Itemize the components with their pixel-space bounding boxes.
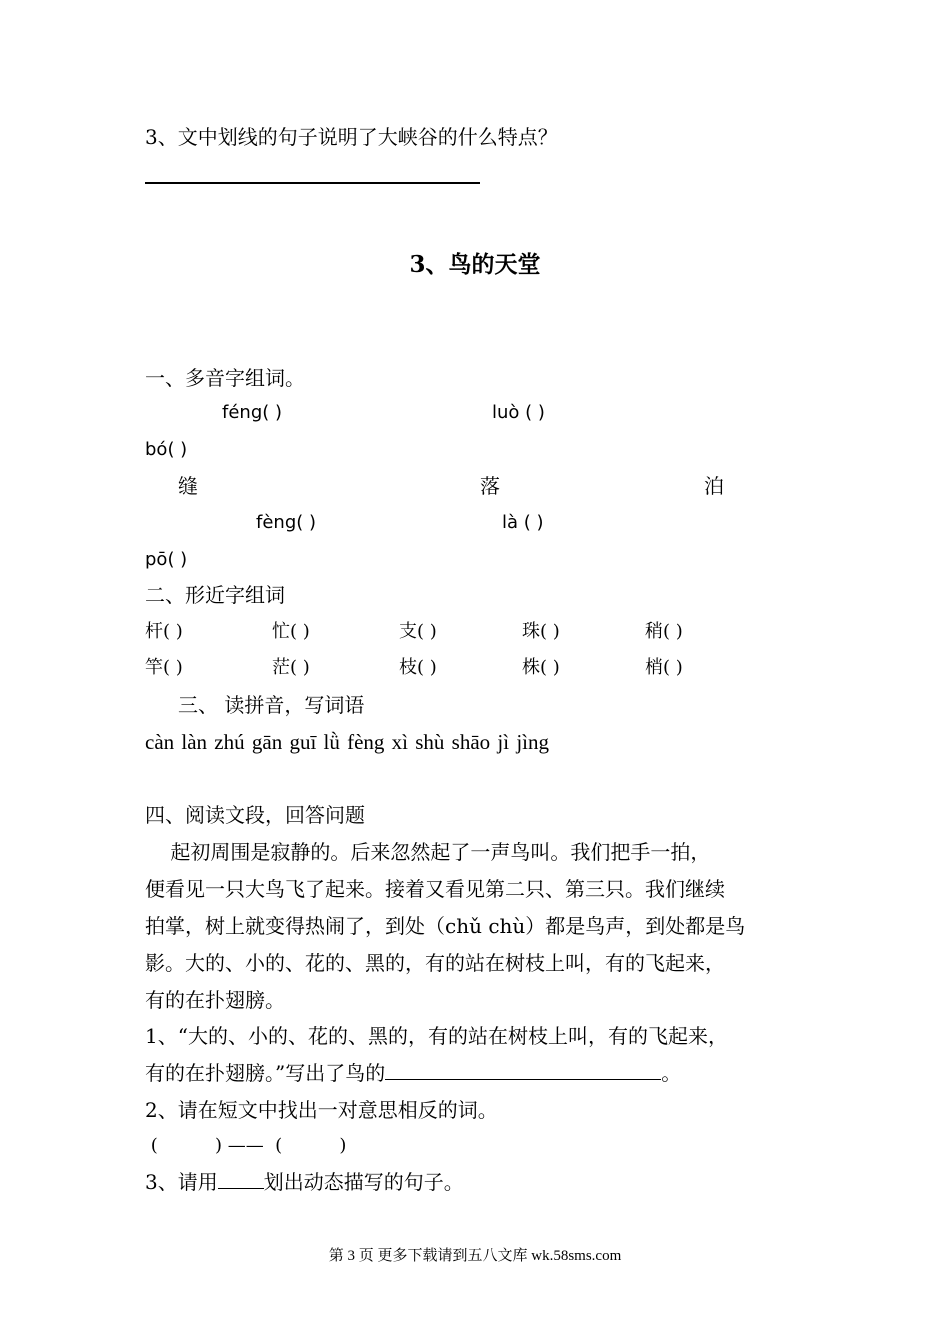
form-shao2: 梢( ): [645, 657, 683, 678]
section-1-heading: 一、多音字组词。: [145, 366, 305, 390]
section-4-heading: 四、阅读文段，回答问题: [145, 803, 365, 827]
form-gan2: 竿( ): [145, 657, 183, 678]
form-gan: 杆( ): [145, 621, 183, 642]
passage-line: 起初周围是寂静的。后来忽然起了一声鸟叫。我们把手一拍，: [145, 840, 711, 864]
question-3-prefix: 3、请用: [145, 1170, 218, 1194]
question-1-line1: 1、“大的、小的、花的、黑的，有的站在树枝上叫，有的飞起来，: [145, 1024, 728, 1048]
form-shao: 稍( ): [645, 621, 683, 642]
previous-question: 3、文中划线的句子说明了大峡谷的什么特点？: [145, 125, 558, 149]
underline-sample: [218, 1168, 264, 1189]
question-1-suffix: 。: [661, 1061, 682, 1085]
question-1-prefix: 有的在扑翅膀。”写出了鸟的: [145, 1061, 386, 1085]
char-feng: 缝: [178, 474, 198, 498]
page-footer: 第 3 页 更多下载请到五八文库 wk.58sms.com: [328, 1248, 622, 1264]
char-luo: 落: [480, 474, 500, 498]
question-2: 2、请在短文中找出一对意思相反的词。: [145, 1098, 498, 1122]
passage-line: 便看见一只大鸟飞了起来。接着又看见第二只、第三只。我们继续: [145, 877, 725, 901]
pinyin-words: càn làn zhú gān guī lǜ fèng xì shù shāo jì jìng: [145, 730, 550, 754]
section-2-heading: 二、形近字组词: [145, 583, 285, 607]
pinyin-luo4: luò ( ): [492, 402, 545, 423]
form-zhi: 支( ): [399, 621, 437, 642]
question-1-line2: [145, 1059, 681, 1087]
page-title: 3、鸟的天堂: [409, 251, 541, 278]
answer-blank: [385, 1059, 661, 1080]
form-mang: 忙( ): [272, 621, 310, 642]
pinyin-po1: pō( ): [145, 549, 188, 570]
pinyin-feng4: fèng( ): [256, 512, 317, 533]
form-zhu: 珠( ): [522, 621, 560, 642]
section-3-heading: 三、 读拼音，写词语: [178, 693, 365, 717]
question-2-blank: ( ) —— ( ): [145, 1135, 347, 1156]
pinyin-bo2: bó( ): [145, 439, 188, 460]
passage-line: 影。大的、小的、花的、黑的，有的站在树枝上叫，有的飞起来，: [145, 951, 725, 975]
answer-line: [145, 182, 480, 184]
pinyin-la4: là ( ): [502, 512, 544, 533]
pinyin-feng2: féng( ): [222, 402, 283, 423]
passage-line: 拍掌，树上就变得热闹了，到处（chǔ chù）都是鸟声，到处都是鸟: [145, 914, 746, 938]
form-mang2: 茫( ): [272, 657, 310, 678]
form-zhi2: 枝( ): [399, 657, 437, 678]
question-3: [145, 1168, 464, 1196]
char-bo: 泊: [704, 474, 724, 498]
form-zhu2: 株( ): [522, 657, 560, 678]
question-3-suffix: 划出动态描写的句子。: [263, 1170, 464, 1194]
passage-line: 有的在扑翅膀。: [145, 988, 285, 1012]
